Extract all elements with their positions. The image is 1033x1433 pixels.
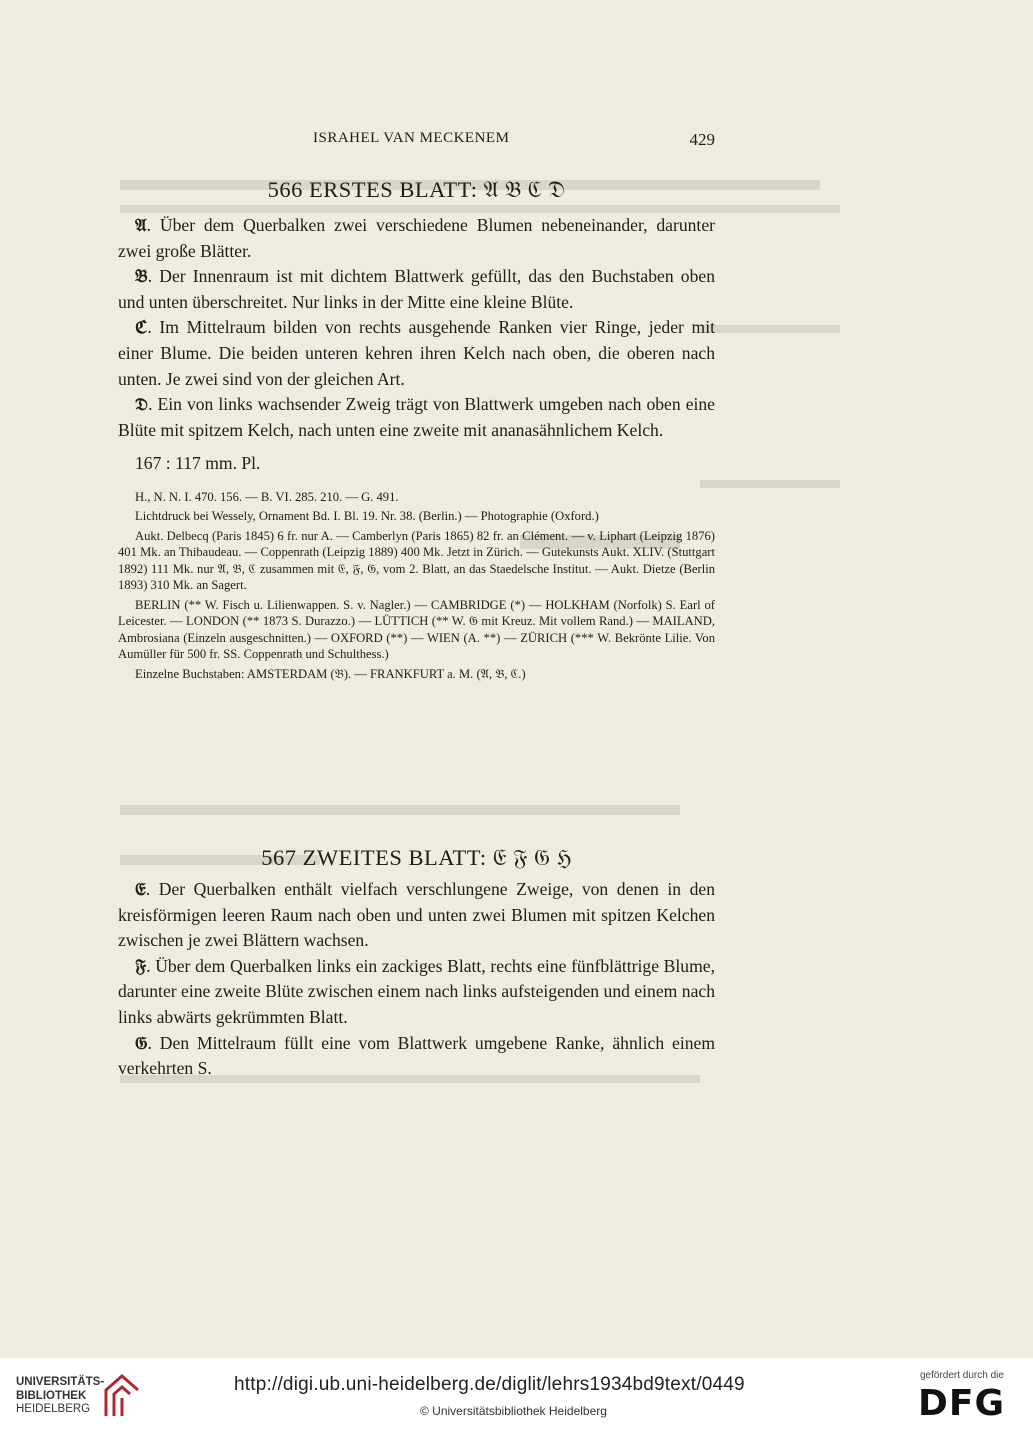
paragraph-text: . Ein von links wachsender Zweig trägt von Blattwerk umgeben nach oben eine Blüte mit spitzem Kelch, nach unten eine zweite mit ananasähnlichem Kelch. [118, 394, 715, 440]
library-name-line1: UNIVERSITÄTS- [16, 1376, 105, 1388]
library-name-line2: BIBLIOTHEK [16, 1389, 87, 1402]
paragraph-text: . Den Mittelraum füllt eine vom Blattwerk umgebene Ranke, ähnlich einem verkehrten S. [118, 1032, 715, 1079]
note-collections: BERLIN (** W. Fisch u. Lilienwappen. S. v. Nagler.) — CAMBRIDGE (*) — HOLKHAM (Norfolk) S. Earl of Leicester. — LONDON (** 1873 S. Durazzo.) — LÜTTICH (** W. 𝔊 mit Kreuz. Mit vollem Rand.) — MAILAND, Ambrosiana (Einzeln ausgeschnitten.) — OXFORD (**) — WIEN (A. **) — ZÜRICH (*** W. Bekrönte Lilie. Von Aumüller für 500 fr. SS. Coppenrath und Schulthess.) [118, 597, 715, 662]
note-reproductions: Lichtdruck bei Wessely, Ornament Bd. I. Bl. 19. Nr. 38. (Berlin.) — Photographie (Oxford.) [135, 509, 599, 524]
paragraph-text: . Der Querbalken enthält vielfach verschlungene Zweige, von denen in den kreisförmigen leeren Raum nach oben und unten zwei Blumen mit spitzen Kelchen zwischen je zwei Blättern wachsen. [118, 879, 715, 951]
paragraph-text: . Der Innenraum ist mit dichtem Blattwerk gefüllt, das den Buchstaben oben und unten überschreitet. Nur links in der Mitte eine kleine Blüte. [118, 266, 715, 312]
entry-566-heading: 566 ERSTES BLATT: 𝔄 𝔅 ℭ 𝔇 [267, 177, 566, 202]
paragraph-e [118, 877, 715, 954]
entry-567-body [118, 877, 715, 1082]
paragraph-d [118, 392, 715, 443]
entry-567-heading: 567 ZWEITES BLATT: 𝔈 𝔉 𝔊 ℌ [261, 845, 572, 870]
page-number: 429 [689, 130, 715, 149]
funding-note: gefördert durch die [920, 1370, 1004, 1381]
paragraph-text: . Über dem Querbalken links ein zackiges Blatt, rechts eine fünfblättrige Blume, darunter eine zweite Blüte zwischen einem nach links aufsteigenden und einem nach links abwärts gekrümmten Blatt. [118, 955, 715, 1027]
paragraph-f [118, 954, 715, 1031]
library-emblem-icon [100, 1372, 144, 1418]
note-auctions: Aukt. Delbecq (Paris 1845) 6 fr. nur A. — Camberlyn (Paris 1865) 82 fr. an Clément. — v. Liphart (Leipzig 1876) 401 Mk. an Thibaudeau. — Coppenrath (Leipzig 1889) 400 Mk. Jetzt in Zürich. — Gutekunsts Aukt. XLIV. (Stuttgart 1892) 111 Mk. nur 𝔄, 𝔅, ℭ zusammen mit 𝔈, 𝔉, 𝔊, vom 2. Blatt, an das Staedelsche Institut. — Aukt. Dietze (Berlin 1893) 310 Mk. an Sagert. [118, 528, 715, 593]
dfg-logo[interactable]: DFG [918, 1383, 1006, 1424]
initial-letter: 𝔅 [135, 266, 148, 288]
paragraph-text: . Über dem Querbalken zwei verschiedene Blumen nebeneinander, darunter zwei große Blätter. [118, 215, 715, 261]
notes-block [118, 489, 715, 683]
entry-566-body [118, 213, 715, 682]
initial-letter: 𝔉 [135, 955, 147, 977]
copyright-notice: © Universitätsbibliothek Heidelberg [420, 1404, 607, 1418]
initial-letter: ℭ [135, 317, 148, 339]
paragraph-c [118, 315, 715, 392]
dimensions: 167 : 117 mm. Pl. [135, 453, 261, 474]
paragraph-text: . Im Mittelraum bilden von rechts ausgehende Ranken vier Ringe, jeder mit einer Blume. Die beiden unteren kehren ihren Kelch nach oben, die oberen nach unten. Je zwei sind von der gleichen Art. [118, 317, 715, 389]
running-title: ISRAHEL VAN MECKENEM [313, 130, 510, 146]
initial-letter: 𝔊 [135, 1032, 148, 1054]
viewer-footer [0, 1358, 1033, 1433]
note-single-letters: Einzelne Buchstaben: AMSTERDAM (𝔅). — FRANKFURT a. M. (𝔄, 𝔅, ℭ.) [135, 666, 526, 681]
library-name-line3: HEIDELBERG [16, 1403, 91, 1415]
paragraph-g [118, 1031, 715, 1082]
library-logo[interactable] [16, 1376, 104, 1417]
initial-letter: 𝔈 [135, 879, 146, 900]
note-catalogue-references: H., N. N. I. 470. 156. — B. VI. 285. 210. — G. 491. [135, 489, 399, 504]
initial-letter: 𝔄 [135, 215, 147, 236]
initial-letter: 𝔇 [135, 394, 149, 416]
paragraph-a [118, 213, 715, 264]
running-header [118, 130, 715, 154]
permalink-url[interactable]: http://digi.ub.uni-heidelberg.de/diglit/lehrs1934bd9text/0449 [234, 1374, 745, 1395]
paragraph-b [118, 264, 715, 315]
